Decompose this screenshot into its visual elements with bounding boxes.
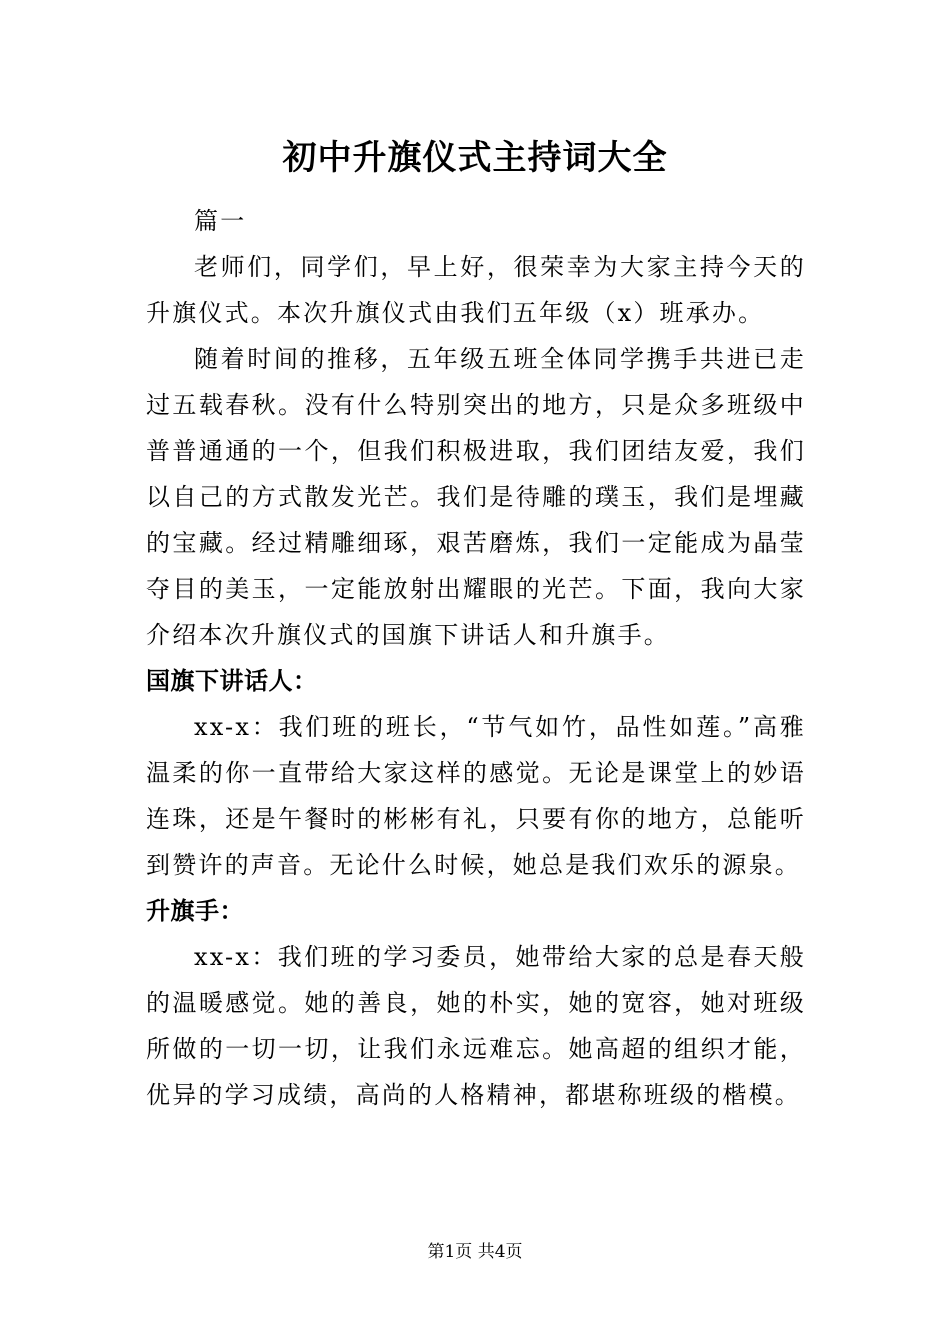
paragraph-class-intro: 随着时间的推移，五年级五班全体同学携手共进已走过五载春秋。没有什么特别突出的地方，只是众多班级中普普通通的一个，但我们积极进取，我们团结友爱，我们以自己的方式散发光芒。我们是待雕的璞玉，我们是埋藏的宝藏。经过精雕细琢，艰苦磨炼，我们一定能成为晶莹夺目的美玉，一定能放射出耀眼的光芒。下面，我向大家介绍本次升旗仪式的国旗下讲话人和升旗手。 xyxy=(146,345,806,649)
paragraph-greeting: 老师们，同学们，早上好，很荣幸为大家主持今天的升旗仪式。本次升旗仪式由我们五年级（x）班承办。 xyxy=(146,253,806,327)
speaker-label: 国旗下讲话人： xyxy=(146,666,318,695)
flag-raiser-description: xx-x：我们班的学习委员，她带给大家的总是春天般的温暖感觉。她的善良，她的朴实，她的宽容，她对班级所做的一切一切，让我们永远难忘。她高超的组织才能，优异的学习成绩，高尚的人格精神，都堪称班级的楷模。 xyxy=(146,943,806,1109)
document-body xyxy=(146,198,806,1118)
flag-raiser-label: 升旗手： xyxy=(146,896,244,925)
page-footer: 第1页 共4页 xyxy=(427,1242,523,1262)
speaker-description: xx-x：我们班的班长，“节气如竹，品性如莲。”高雅温柔的你一直带给大家这样的感觉。无论是课堂上的妙语连珠，还是午餐时的彬彬有礼，只要有你的地方，总能听到赞许的声音。无论什么时候，她总是我们欢乐的源泉。 xyxy=(146,713,806,879)
section-heading: 篇一 xyxy=(194,207,247,235)
document-title: 初中升旗仪式主持词大全 xyxy=(282,138,668,178)
